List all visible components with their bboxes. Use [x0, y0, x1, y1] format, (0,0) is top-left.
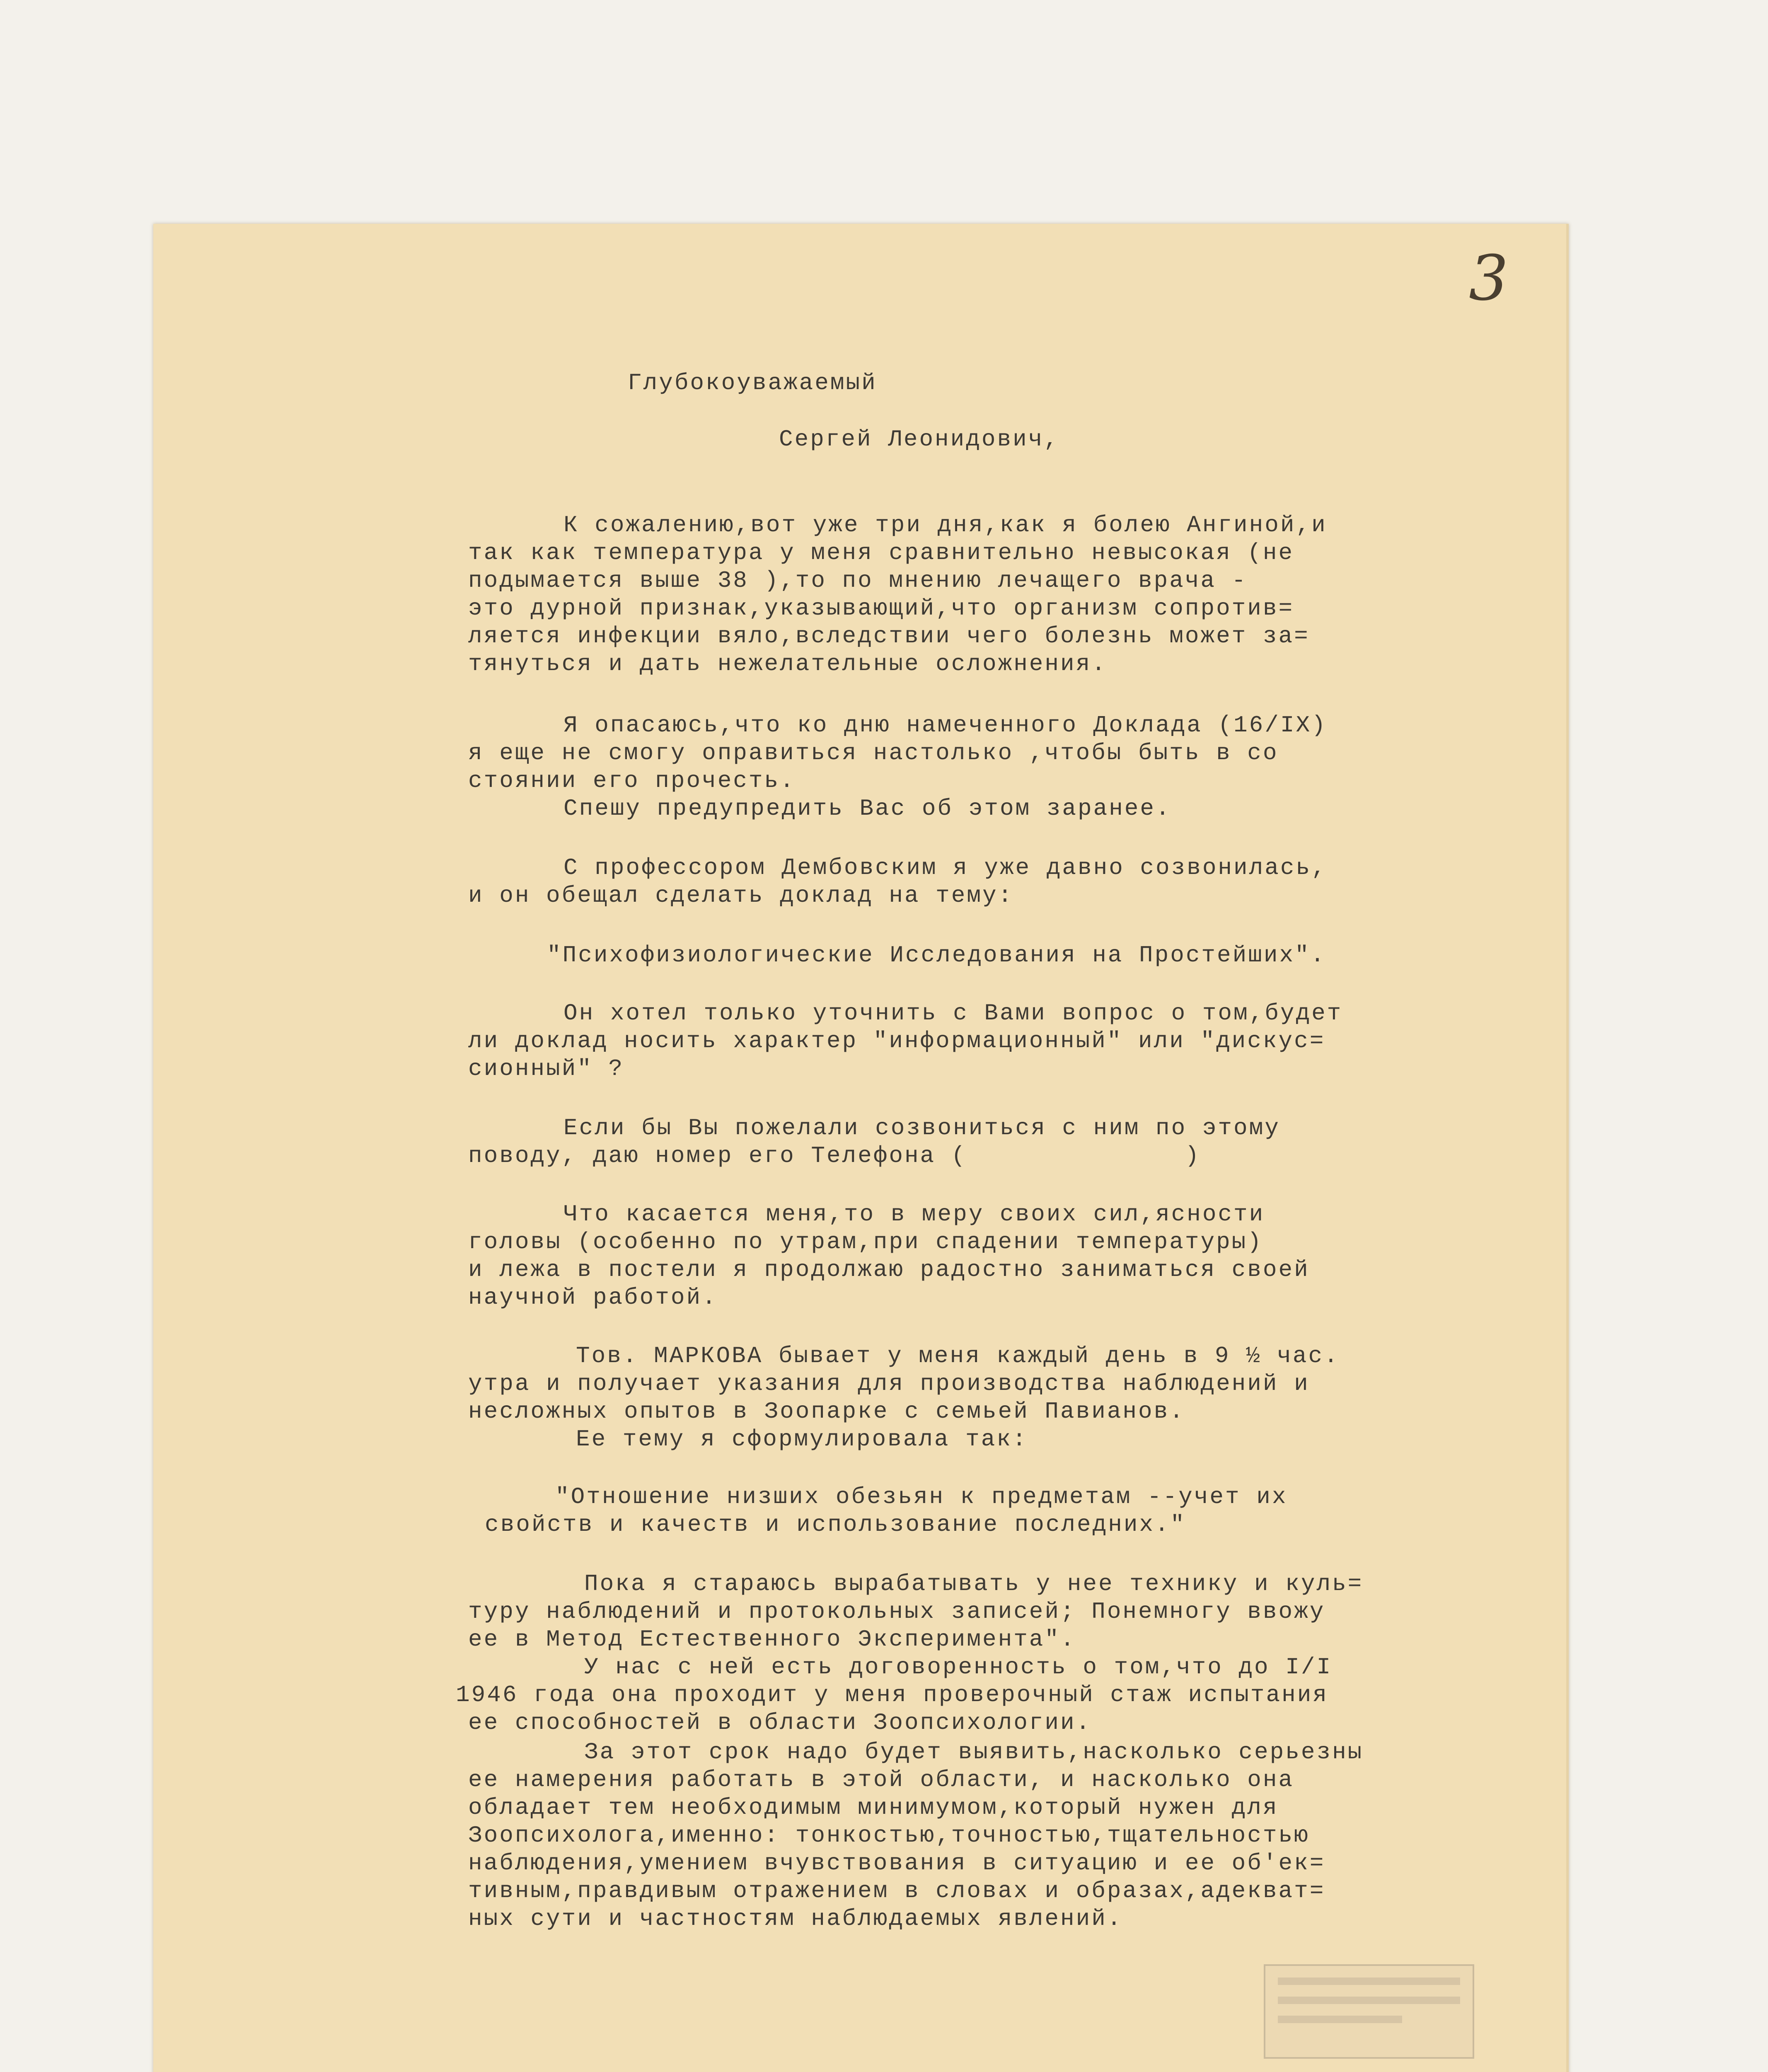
letter-line: За этот срок надо будет выявить,насколько серьезны [584, 1739, 1364, 1765]
letter-line: туру наблюдений и протокольных записей; Понемногу ввожу [468, 1598, 1325, 1625]
letter-line: сионный" ? [468, 1055, 624, 1082]
letter-line: несложных опытов в Зоопарке с семьей Павианов. [468, 1398, 1185, 1425]
letter-line: ляется инфекции вяло,вследствии чего болезнь может за= [468, 623, 1310, 649]
letter-line: У нас с ней есть договоренность о том,что до I/I [584, 1654, 1333, 1680]
letter-line: и он обещал сделать доклад на тему: [468, 882, 1014, 909]
letter-line: "Психофизиологические Исследования на Простейших". [547, 942, 1326, 968]
letter-line: ее способностей в области Зоопсихологии. [468, 1709, 1092, 1736]
letter-line: научной работой. [468, 1284, 718, 1311]
letter-line: 1946 года она проходит у меня проверочный стаж испытания [456, 1682, 1328, 1708]
letter-line: тивным,правдивым отражением в словах и образах,адекват= [468, 1878, 1325, 1904]
letter-line: Тов. МАРКОВА бывает у меня каждый день в 9 ½ час. [576, 1343, 1340, 1369]
letter-line: С профессором Дембовским я уже давно созвонилась, [564, 854, 1327, 881]
letter-line: ли доклад носить характер "информационный" или "дискус= [468, 1028, 1325, 1054]
letter-line: наблюдения,умением вчувствования в ситуацию и ее об'ек= [468, 1850, 1325, 1876]
letter-line: Я опасаюсь,что ко дню намеченного Доклада (16/IX) [564, 712, 1327, 738]
letter-line: обладает тем необходимым минимумом,который нужен для [468, 1794, 1279, 1821]
letter-line: Пока я стараюсь вырабатывать у нее технику и куль= [584, 1571, 1364, 1597]
archive-stamp [1264, 1964, 1474, 2059]
greeting-line-1: Глубокоуважаемый [628, 370, 877, 396]
letter-line: Зоопсихолога,именно: тонкостью,точностью,тщательностью [468, 1822, 1310, 1849]
letter-line: ее в Метод Естественного Эксперимента". [468, 1626, 1076, 1653]
letter-line: утра и получает указания для производства наблюдений и [468, 1370, 1310, 1397]
letter-line: К сожалению,вот уже три дня,как я болею Ангиной,и [564, 512, 1327, 538]
letter-line: так как температура у меня сравнительно невысокая (не [468, 540, 1294, 566]
letter-line: я еще не смогу оправиться настолько ,чтобы быть в со [468, 740, 1279, 766]
letter-line: поводу, даю номер его Телефона ( ) [468, 1143, 1201, 1169]
letter-line: Ее тему я сформулировала так: [576, 1426, 1028, 1452]
letter-line: Что касается меня,то в меру своих сил,ясности [564, 1201, 1265, 1227]
letter-line: подымается выше 38 ),то по мнению лечащего врача - [468, 567, 1248, 594]
letter-line: стоянии его прочесть. [468, 767, 796, 794]
letter-line: ее намерения работать в этой области, и насколько она [468, 1767, 1294, 1793]
letter-line: Если бы Вы пожелали созвониться с ним по этому [564, 1115, 1280, 1141]
letter-line: головы (особенно по утрам,при спадении температуры) [468, 1229, 1263, 1255]
page-number: 3 [1469, 242, 1509, 315]
greeting-line-2: Сергей Леонидович, [779, 426, 1059, 453]
letter-line: ных сути и частностям наблюдаемых явлений. [468, 1905, 1123, 1932]
letter-line: и лежа в постели я продолжаю радостно заниматься своей [468, 1256, 1310, 1283]
letter-line: тянуться и дать нежелательные осложнения. [468, 651, 1107, 677]
letter-line: это дурной признак,указывающий,что организм сопротив= [468, 595, 1294, 622]
letter-line: "Отношение низших обезьян к предметам --учет их [555, 1484, 1288, 1510]
letter-line: Спешу предупредить Вас об этом заранее. [564, 795, 1171, 822]
letter-line: Он хотел только уточнить с Вами вопрос о том,будет [564, 1000, 1343, 1026]
letter-line: свойств и качеств и использование последних." [485, 1511, 1186, 1538]
